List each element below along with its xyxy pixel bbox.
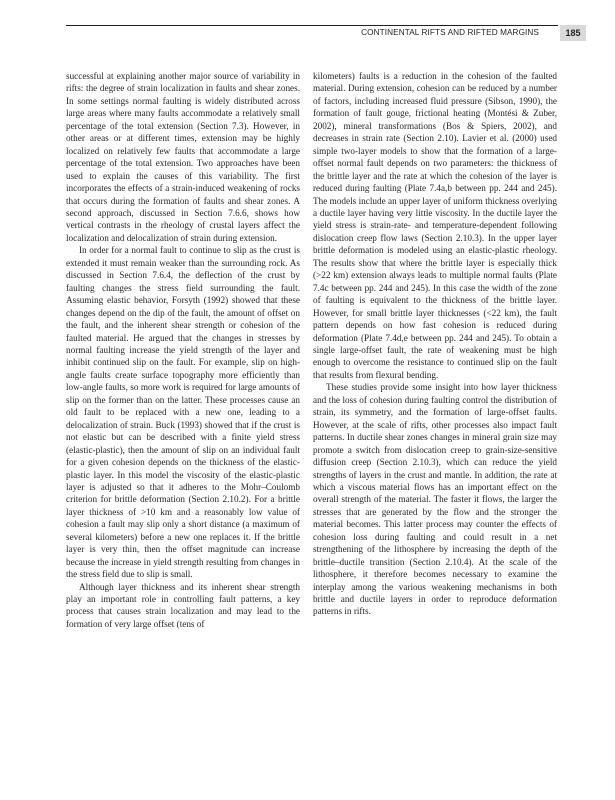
page-number: 185 bbox=[565, 28, 581, 38]
running-head: CONTINENTAL RIFTS AND RIFTED MARGINS bbox=[361, 28, 539, 37]
left-paragraph-1: successful at explaining another major source of variability in rifts: the degree of strain localization in faults and shear zones. In some settings normal faulting is widely distributed across large areas where many faults accommodate a relatively small percentage of the total extension (Section 7.3). However, in other areas or at different times, extension may be highly localized on relatively few faults that accommodate a large percentage of the total extension. Two approaches have been used to explain the causes of this variability. The first incorporates the effects of a strain-induced weakening of rocks that occurs during the formation of faults and shear zones. A second approach, discussed in Section 7.6.6, shows how vertical contrasts in the rheology of crustal layers affect the localization and delocalization of strain during extension. bbox=[66, 71, 300, 243]
right-paragraph-1: kilometers) faults is a reduction in the cohesion of the faulted material. During extension, cohesion can be reduced by a number of factors, including increased fluid pressure (Sibson, 1990), the formation of fault gouge, frictional heating (Montési & Zuber, 2002), mineral transformations (Bos & Spiers, 2002), and decreases in strain rate (Section 2.10). Lavier et al. (2000) used simple two-layer models to show that the formation of a large-offset normal fault depends on two parameters: the thickness of the brittle layer and the rate at which the cohesion of the layer is reduced during faulting (Plate 7.4a,b between pp. 244 and 245). The models include an upper layer of uniform thickness overlying a ductile layer having very little viscosity. In the ductile layer the yield stress is strain-rate- and temperature-dependent following dislocation creep flow laws (Section 2.10.3). In the upper layer brittle deformation is modeled using an elastic-plastic rheology. The results show that where the brittle layer is especially thick (>22 km) extension always leads to multiple normal faults (Plate 7.4c between pp. 244 and 245). In this case the width of the zone of faulting is equivalent to the thickness of the brittle layer. However, for small brittle layer thicknesses (<22 km), the fault pattern depends on how fast cohesion is reduced during deformation (Plate 7.4d,e between pp. 244 and 245). To obtain a single large-offset fault, the rate of weakening must be high enough to overcome the resistance to continued slip on the fault that results from flexural bending. bbox=[313, 71, 557, 380]
left-column bbox=[66, 70, 300, 630]
right-paragraph-2: These studies provide some insight into how layer thickness and the loss of cohesion during faulting control the distribution of strain, its symmetry, and the formation of large-offset faults. However, at the scale of rifts, other processes also impact fault patterns. In ductile shear zones changes in mineral grain size may promote a switch from dislocation creep to grain-size-sensitive diffusion creep (Section 2.10.3), which can reduce the yield strengths of layers in the crust and mantle. In addition, the rate at which a viscous material flows has an important effect on the overall strength of the material. The faster it flows, the larger the stresses that are generated by the flow and the stronger the material becomes. This latter process may counter the effects of cohesion loss during faulting and could result in a net strengthening of the lithosphere by increasing the depth of the brittle–ductile transition (Section 2.10.4). At the scale of the lithosphere, it therefore becomes necessary to examine the interplay among the various weakening mechanisms in both brittle and ductile layers in order to reproduce deformation patterns in rifts. bbox=[313, 382, 557, 617]
left-paragraph-2: In order for a normal fault to continue to slip as the crust is extended it must remain weaker than the surrounding rock. As discussed in Section 7.6.4, the deflection of the crust by faulting changes the stress field surrounding the fault. Assuming elastic behavior, Forsyth (1992) showed that these changes depend on the dip of the fault, the amount of offset on the fault, and the inherent shear strength or cohesion of the faulted material. He argued that the changes in stresses by normal faulting increase the yield strength of the layer and inhibit continued slip on the fault. For example, slip on high-angle faults create surface topography more efficiently than low-angle faults, so more work is required for large amounts of slip on the former than on the latter. These processes cause an old fault to be replaced with a new one, leading to a delocalization of strain. Buck (1993) showed that if the crust is not elastic but can be described with a finite yield stress (elastic-plastic), then the amount of slip on an individual fault for a given cohesion depends on the thickness of the elastic-plastic layer. In this model the viscosity of the elastic-plastic layer is adjusted so that it adheres to the Mohr–Coulomb criterion for brittle deformation (Section 2.10.2). For a brittle layer thickness of >10 km and a reasonably low value of cohesion a fault may slip only a short distance (a maximum of several kilometers) before a new one replaces it. If the brittle layer is very thin, then the offset magnitude can increase because the increase in yield strength resulting from changes in the stress field due to slip is small. bbox=[66, 245, 300, 580]
right-column bbox=[313, 70, 557, 618]
header-rule bbox=[66, 25, 558, 26]
left-paragraph-3: Although layer thickness and its inherent shear strength play an important role in controlling fault patterns, a key process that causes strain localization and may lead to the formation of very large offset (tens of bbox=[66, 581, 300, 629]
